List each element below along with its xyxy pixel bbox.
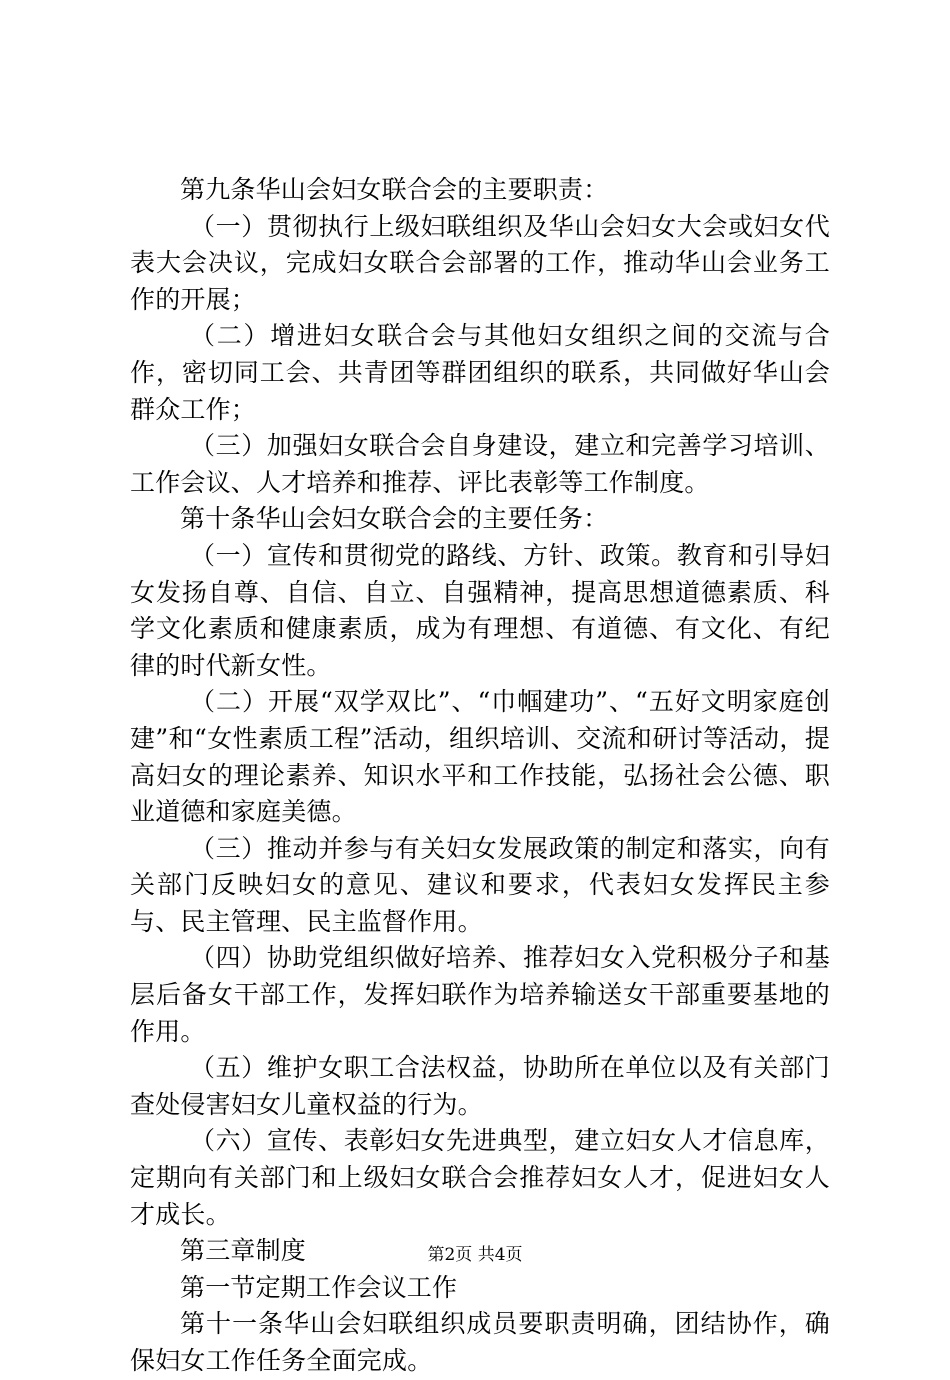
article-10-item-5: （五）维护女职工合法权益，协助所在单位以及有关部门查处侵害妇女儿童权益的行为。 xyxy=(130,1053,830,1119)
article-10-item-3: （三）推动并参与有关妇女发展政策的制定和落实，向有关部门反映妇女的意见、建议和要求，代表妇女发挥民主参与、民主管理、民主监督作用。 xyxy=(130,833,830,936)
article-9-heading: 第九条华山会妇女联合会的主要职责： xyxy=(180,175,609,204)
article-10-item-6: （六）宣传、表彰妇女先进典型，建立妇女人才信息库，定期向有关部门和上级妇女联合会推荐妇女人才，促进妇女人才成长。 xyxy=(130,1126,830,1229)
chapter-3-heading: 第三章制度 xyxy=(180,1236,307,1266)
section-1-heading: 第一节定期工作会议工作 xyxy=(180,1272,458,1302)
article-9-item-2: （二）增进妇女联合会与其他妇女组织之间的交流与合作，密切同工会、共青团等群团组织的联系，共同做好华山会群众工作； xyxy=(130,321,830,424)
article-9-item-1: （一）贯彻执行上级妇联组织及华山会妇女大会或妇女代表大会决议，完成妇女联合会部署的工作，推动华山会业务工作的开展； xyxy=(130,211,830,314)
document-body xyxy=(130,172,830,1380)
article-10-item-4: （四）协助党组织做好培养、推荐妇女入党积极分子和基层后备女干部工作，发挥妇联作为培养输送女干部重要基地的作用。 xyxy=(130,943,830,1046)
page-footer xyxy=(0,1244,950,1266)
article-10-item-2: （二）开展“双学双比”、“巾帼建功”、“五好文明家庭创建”和“女性素质工程”活动，组织培训、交流和研讨等活动，提高妇女的理论素养、知识水平和工作技能，弘扬社会公德、职业道德和家庭美德。 xyxy=(130,687,830,827)
article-11-text: 第十一条华山会妇联组织成员要职责明确，团结协作，确保妇女工作任务全面完成。 xyxy=(130,1309,830,1375)
article-9-item-3: （三）加强妇女联合会自身建设，建立和完善学习培训、工作会议、人才培养和推荐、评比表彰等工作制度。 xyxy=(130,431,830,497)
article-10-heading: 第十条华山会妇女联合会的主要任务： xyxy=(180,504,609,534)
page-number-label: 第2页 共4页 xyxy=(427,1245,523,1265)
article-10-item-1: （一）宣传和贯彻党的路线、方针、政策。教育和引导妇女发扬自尊、自信、自立、自强精神，提高思想道德素质、科学文化素质和健康素质，成为有理想、有道德、有文化、有纪律的时代新女性。 xyxy=(130,540,830,680)
